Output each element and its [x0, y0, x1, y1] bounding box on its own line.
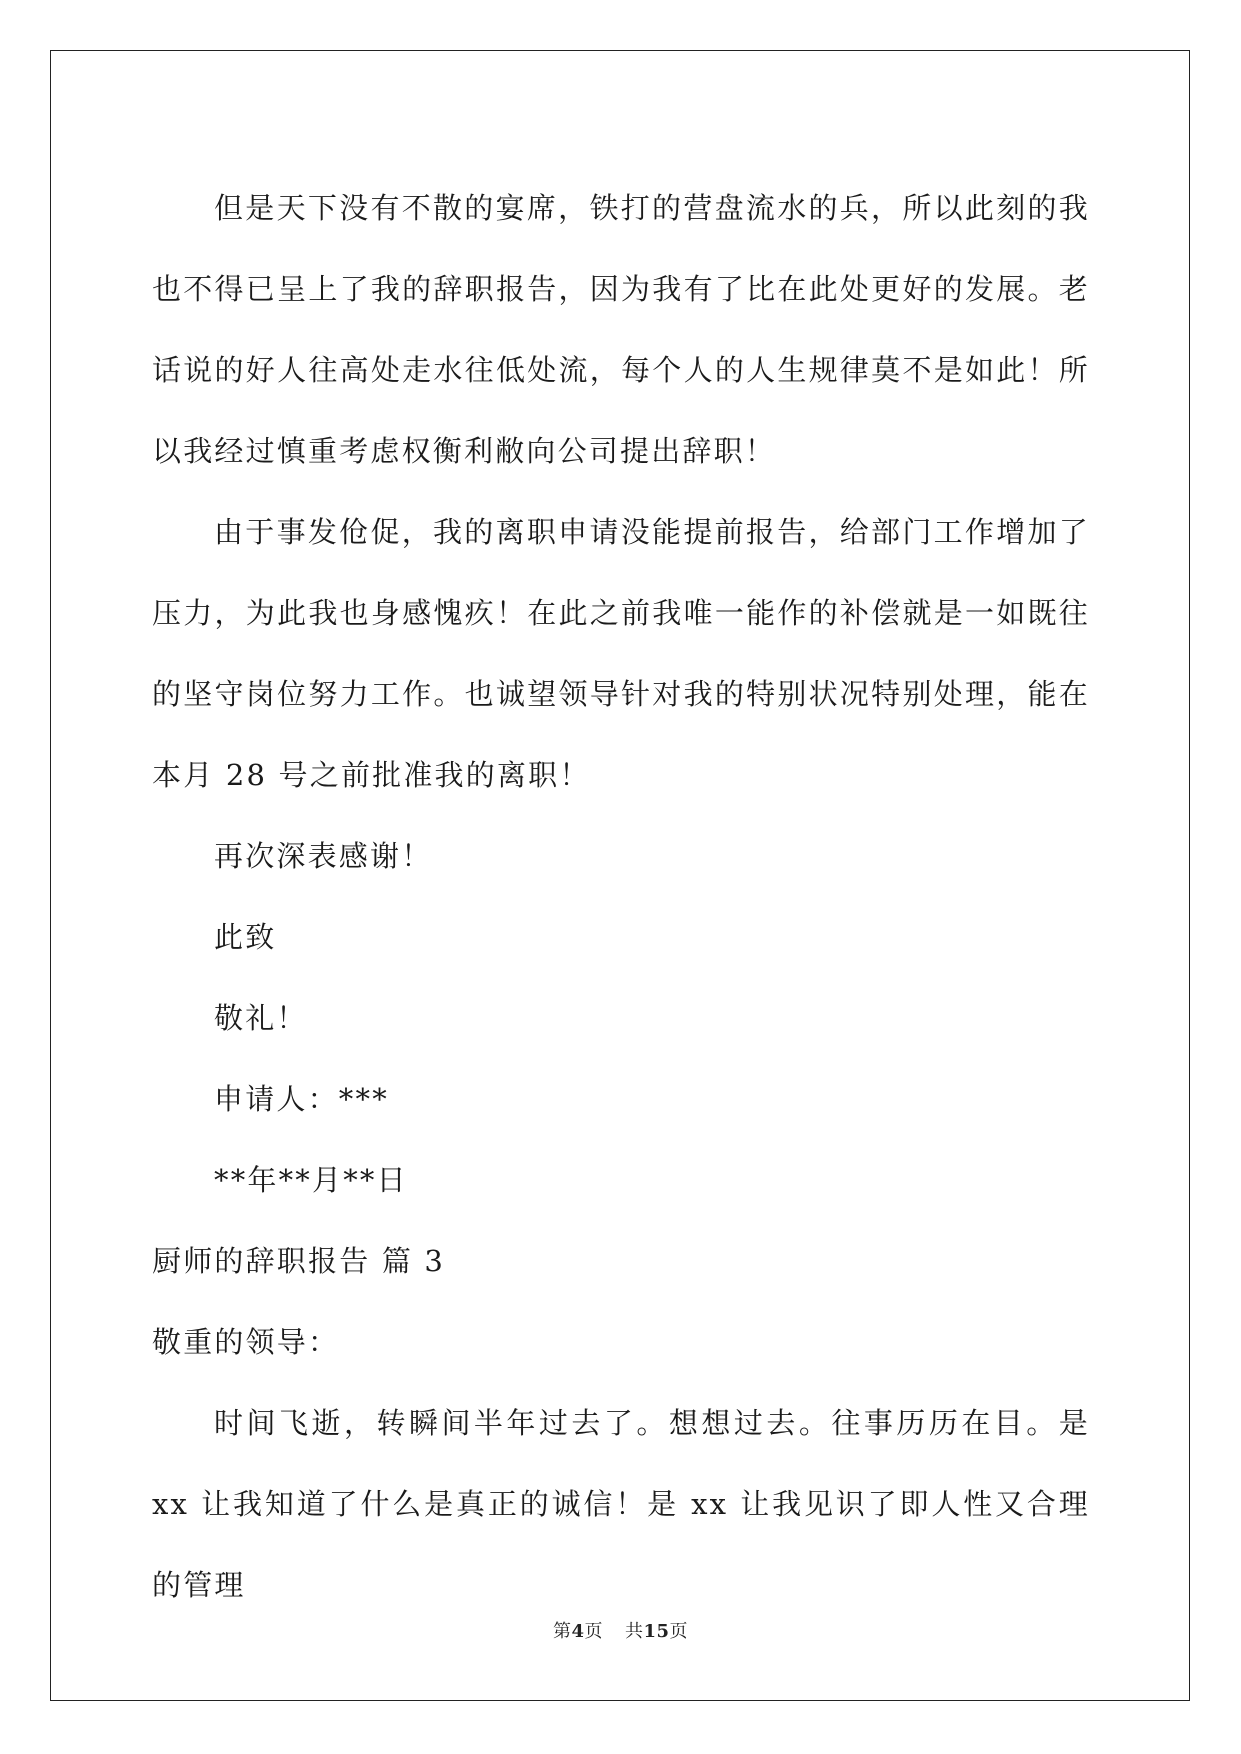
- page-number: 4: [571, 1621, 585, 1642]
- paragraph-apology: 由于事发伧促，我的离职申请没能提前报告，给部门工作增加了压力，为此我也身感愧疚！在此之前我唯一能作的补偿就是一如既往的坚守岗位努力工作。也诚望领导针对我的特别状况特别处理，能在本月 28 号之前批准我的离职！: [152, 515, 1090, 792]
- document-body: [152, 168, 1090, 1626]
- letter-greeting: 敬重的领导：: [152, 1325, 340, 1359]
- closing-regards: 敬礼！: [214, 1001, 308, 1035]
- total-pages: 15: [643, 1621, 670, 1642]
- total-prefix: 共: [624, 1621, 644, 1642]
- paragraph-letter-opening: 时间飞逝，转瞬间半年过去了。想想过去。往事历历在目。是 xx 让我知道了什么是真正的诚信！是 xx 让我见识了即人性又合理的管理: [152, 1406, 1090, 1602]
- section-heading: 厨师的辞职报告 篇 3: [152, 1244, 446, 1278]
- page-suffix: 页: [584, 1621, 603, 1642]
- closing-salutation: 此致: [214, 920, 277, 954]
- signature-date: **年**月**日: [214, 1163, 408, 1197]
- applicant-signature: 申请人：***: [214, 1082, 389, 1116]
- page-prefix: 第: [552, 1621, 572, 1642]
- paragraph-thanks: 再次深表感谢！: [214, 839, 433, 873]
- page-footer: [0, 1617, 1241, 1643]
- total-suffix: 页: [669, 1621, 689, 1642]
- paragraph-resignation-reason: 但是天下没有不散的宴席，铁打的营盘流水的兵，所以此刻的我也不得已呈上了我的辞职报告，因为我有了比在此处更好的发展。老话说的好人往高处走水往低处流，每个人的人生规律莫不是如此！所以我经过慎重考虑权衡利敝向公司提出辞职！: [152, 191, 1090, 468]
